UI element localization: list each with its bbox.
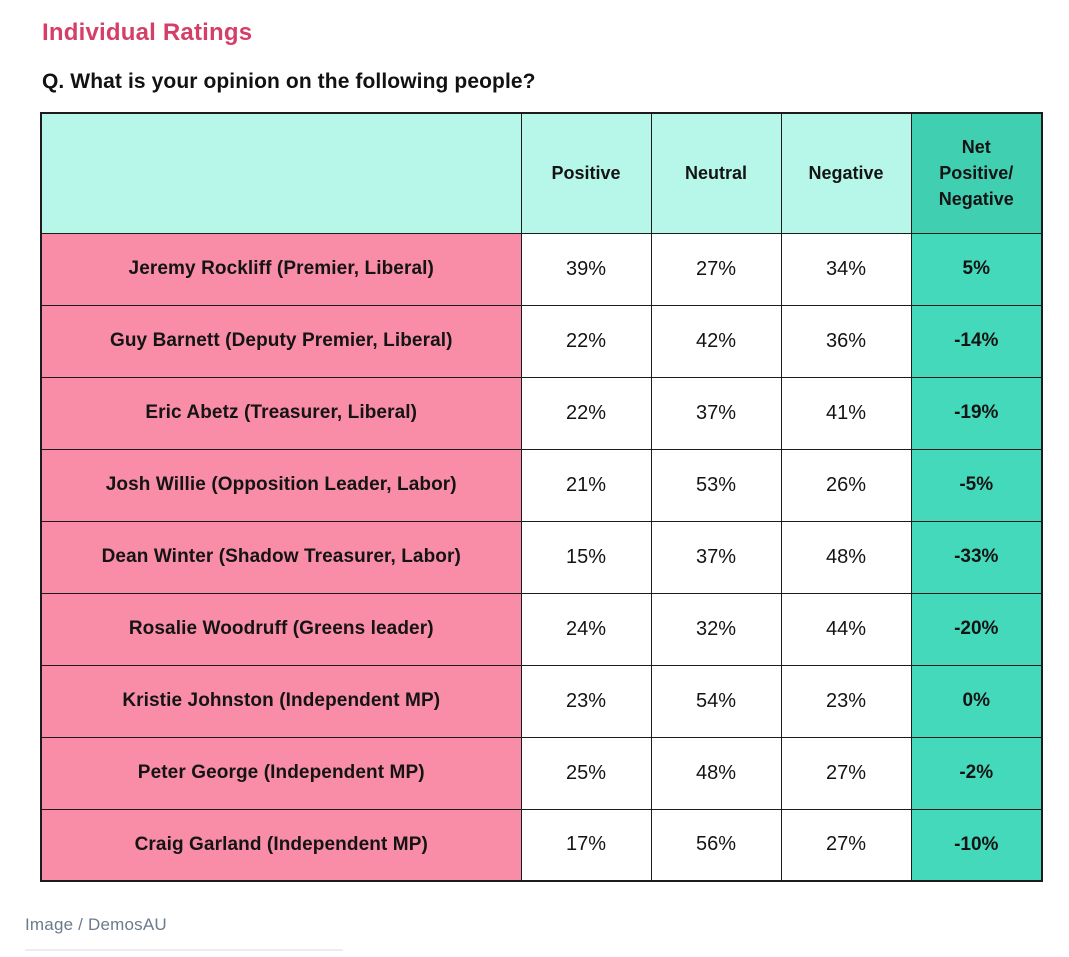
- question-text: Q. What is your opinion on the following people?: [42, 70, 536, 93]
- header-cell-empty: [41, 113, 521, 233]
- header-cell-positive: Positive: [521, 113, 651, 233]
- table-row: [41, 449, 1042, 521]
- divider-line: [25, 949, 343, 951]
- neutral-value-cell: 27%: [651, 233, 781, 305]
- neutral-value-cell: 53%: [651, 449, 781, 521]
- table-row: [41, 809, 1042, 881]
- person-name-cell: Peter George (Independent MP): [41, 737, 521, 809]
- negative-value-cell: 23%: [781, 665, 911, 737]
- negative-value-cell: 27%: [781, 737, 911, 809]
- header-cell-net: Net Positive/ Negative: [911, 113, 1042, 233]
- table-row: [41, 233, 1042, 305]
- person-name-cell: Dean Winter (Shadow Treasurer, Labor): [41, 521, 521, 593]
- neutral-value-cell: 32%: [651, 593, 781, 665]
- negative-value-cell: 44%: [781, 593, 911, 665]
- net-value-cell: -14%: [911, 305, 1042, 377]
- net-value-cell: -33%: [911, 521, 1042, 593]
- person-name-cell: Josh Willie (Opposition Leader, Labor): [41, 449, 521, 521]
- neutral-value-cell: 42%: [651, 305, 781, 377]
- positive-value-cell: 23%: [521, 665, 651, 737]
- ratings-table: [40, 112, 1043, 882]
- net-value-cell: -2%: [911, 737, 1042, 809]
- header-cell-negative: Negative: [781, 113, 911, 233]
- positive-value-cell: 17%: [521, 809, 651, 881]
- table-row: [41, 377, 1042, 449]
- figure-title: Individual Ratings: [42, 19, 253, 46]
- positive-value-cell: 22%: [521, 305, 651, 377]
- positive-value-cell: 15%: [521, 521, 651, 593]
- neutral-value-cell: 37%: [651, 521, 781, 593]
- net-value-cell: -19%: [911, 377, 1042, 449]
- person-name-cell: Craig Garland (Independent MP): [41, 809, 521, 881]
- person-name-cell: Rosalie Woodruff (Greens leader): [41, 593, 521, 665]
- table-row: [41, 593, 1042, 665]
- neutral-value-cell: 48%: [651, 737, 781, 809]
- positive-value-cell: 24%: [521, 593, 651, 665]
- table-row: [41, 665, 1042, 737]
- table-row: [41, 305, 1042, 377]
- person-name-cell: Kristie Johnston (Independent MP): [41, 665, 521, 737]
- negative-value-cell: 26%: [781, 449, 911, 521]
- net-value-cell: 0%: [911, 665, 1042, 737]
- positive-value-cell: 25%: [521, 737, 651, 809]
- person-name-cell: Guy Barnett (Deputy Premier, Liberal): [41, 305, 521, 377]
- positive-value-cell: 21%: [521, 449, 651, 521]
- net-value-cell: -20%: [911, 593, 1042, 665]
- negative-value-cell: 27%: [781, 809, 911, 881]
- net-value-cell: -5%: [911, 449, 1042, 521]
- person-name-cell: Jeremy Rockliff (Premier, Liberal): [41, 233, 521, 305]
- table-row: [41, 521, 1042, 593]
- image-credit: Image / DemosAU: [25, 915, 167, 934]
- net-value-cell: 5%: [911, 233, 1042, 305]
- neutral-value-cell: 37%: [651, 377, 781, 449]
- table-row: [41, 737, 1042, 809]
- header-cell-neutral: Neutral: [651, 113, 781, 233]
- neutral-value-cell: 56%: [651, 809, 781, 881]
- person-name-cell: Eric Abetz (Treasurer, Liberal): [41, 377, 521, 449]
- positive-value-cell: 39%: [521, 233, 651, 305]
- positive-value-cell: 22%: [521, 377, 651, 449]
- negative-value-cell: 41%: [781, 377, 911, 449]
- negative-value-cell: 36%: [781, 305, 911, 377]
- header-row: [41, 113, 1042, 233]
- negative-value-cell: 48%: [781, 521, 911, 593]
- negative-value-cell: 34%: [781, 233, 911, 305]
- net-value-cell: -10%: [911, 809, 1042, 881]
- table-body: [41, 233, 1042, 881]
- neutral-value-cell: 54%: [651, 665, 781, 737]
